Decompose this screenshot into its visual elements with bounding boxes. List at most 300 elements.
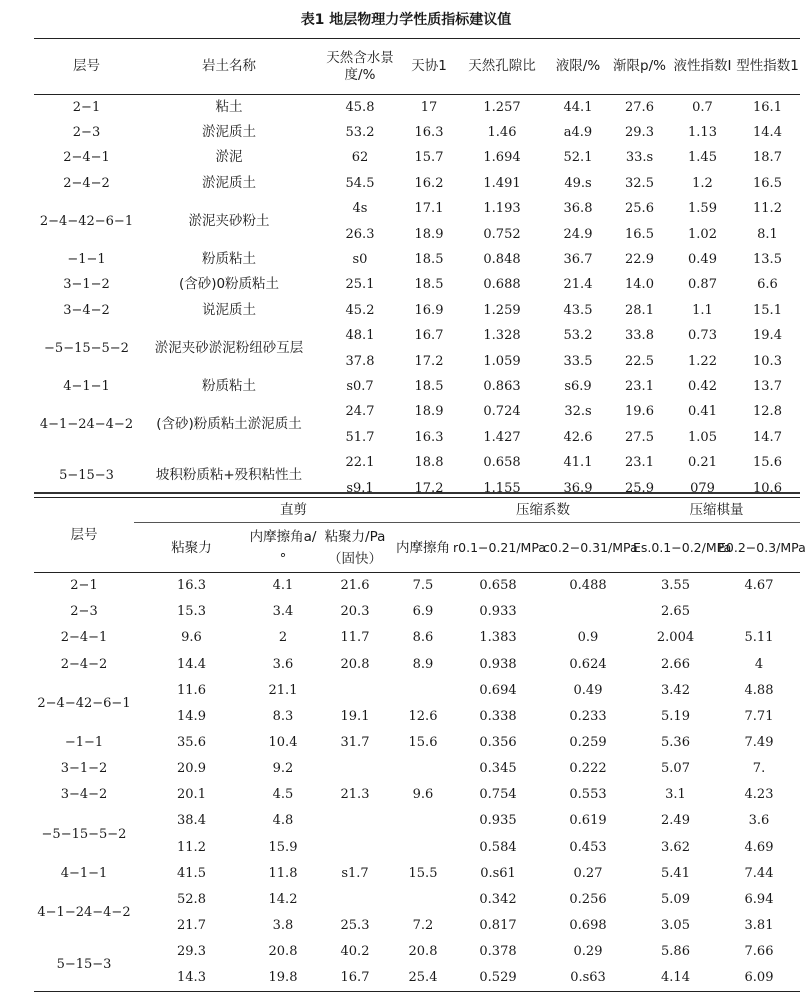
table-row <box>34 298 800 323</box>
value-cell <box>317 677 393 703</box>
value-cell: 5.36 <box>661 735 690 751</box>
value-cell: 3.6 <box>748 813 770 829</box>
value-cell <box>393 677 453 703</box>
value-cell: 7.66 <box>744 944 774 960</box>
table-row <box>34 860 800 886</box>
value-cell: 4.14 <box>661 970 690 986</box>
value-cell: 18.5 <box>414 252 444 268</box>
value-cell: 0.259 <box>569 735 607 751</box>
value-cell: 0.688 <box>483 277 521 293</box>
value-cell: 52.8 <box>177 891 206 907</box>
layer-cell: 2−4−2 <box>60 656 108 672</box>
value-cell: 20.8 <box>408 944 438 960</box>
value-cell: 20.1 <box>177 787 206 803</box>
value-cell: s1.7 <box>341 865 369 881</box>
value-cell: 1.259 <box>483 302 521 318</box>
layer-cell: 2−1 <box>72 99 101 115</box>
value-cell: 1.46 <box>487 125 517 141</box>
value-cell: 11.2 <box>177 839 206 855</box>
layer-cell: 4−1−1 <box>60 865 108 881</box>
value-cell: 6.09 <box>744 970 774 986</box>
value-cell: 5.11 <box>744 630 774 646</box>
value-cell: 0.935 <box>479 813 517 829</box>
value-cell: 1.02 <box>688 226 717 242</box>
value-cell: 4.67 <box>744 578 774 594</box>
value-cell: 10.6 <box>753 480 782 496</box>
table-row <box>34 965 800 991</box>
value-cell: 62 <box>351 150 369 166</box>
value-cell: 0.698 <box>569 918 607 934</box>
value-cell: 17.2 <box>414 353 444 369</box>
value-cell: 16.9 <box>414 302 444 318</box>
value-cell <box>317 886 393 912</box>
layer-cell: 2−1 <box>70 578 98 594</box>
value-cell: 0.73 <box>688 328 717 344</box>
value-cell: 0.49 <box>688 252 717 268</box>
table-row <box>34 651 800 677</box>
value-cell: 20.3 <box>340 604 370 620</box>
value-cell: 18.8 <box>414 455 444 471</box>
soil-name-cell: 淤泥 <box>215 149 243 166</box>
value-cell: 1.22 <box>688 353 717 369</box>
value-cell: 0.754 <box>479 787 517 803</box>
value-cell: 0.619 <box>569 813 607 829</box>
value-cell: 4 <box>754 656 764 672</box>
layer-cell: 2−4−42−6−1 <box>39 213 134 229</box>
value-cell: 0.29 <box>573 944 603 960</box>
value-cell: 5.09 <box>661 891 690 907</box>
value-cell: 16.3 <box>177 578 206 594</box>
value-cell <box>393 808 453 834</box>
value-cell: 1.193 <box>483 201 521 217</box>
value-cell: 52.1 <box>563 150 593 166</box>
layer-cell: 3−4−2 <box>63 302 110 318</box>
value-cell: 23.1 <box>625 378 654 394</box>
col-header-layer: 层号 <box>34 498 134 573</box>
value-cell: 5.86 <box>661 944 690 960</box>
col-header-soil-name: 岩土名称 <box>139 39 319 95</box>
value-cell: 51.7 <box>345 429 375 445</box>
table-row <box>34 323 800 348</box>
table-row <box>34 808 800 834</box>
value-cell: 29.3 <box>625 125 654 141</box>
value-cell: 25.9 <box>625 480 654 496</box>
value-cell: 22.5 <box>625 353 654 369</box>
value-cell: 16.5 <box>753 175 782 191</box>
value-cell <box>393 834 453 860</box>
table1-header-row <box>34 39 800 95</box>
value-cell: 16.7 <box>414 328 444 344</box>
value-cell: 1.13 <box>688 125 717 141</box>
value-cell: 0.49 <box>573 682 603 698</box>
value-cell: 25.1 <box>345 277 375 293</box>
value-cell: 0.817 <box>479 918 517 934</box>
value-cell: 36.8 <box>563 201 593 217</box>
value-cell: 20.8 <box>340 656 370 672</box>
value-cell <box>543 599 633 625</box>
value-cell: 4.8 <box>272 813 294 829</box>
value-cell: 9.6 <box>181 630 202 646</box>
value-cell: 6.94 <box>744 891 774 907</box>
soil-name-cell: 说泥质土 <box>202 301 256 318</box>
value-cell: s9.1 <box>346 480 374 496</box>
soil-name-cell: 淤泥质土 <box>202 124 256 141</box>
value-cell: 0.553 <box>569 787 607 803</box>
value-cell <box>317 834 393 860</box>
value-cell: 21.3 <box>340 787 370 803</box>
value-cell: 17 <box>420 99 438 115</box>
value-cell: 12.6 <box>408 708 438 724</box>
value-cell: 21.6 <box>340 578 370 594</box>
value-cell: s0.7 <box>346 378 374 394</box>
value-cell: 26.3 <box>345 226 375 242</box>
value-cell: 0.378 <box>479 944 517 960</box>
table2-sub-header-row <box>34 523 800 573</box>
table-row <box>34 450 800 475</box>
value-cell: 3.05 <box>661 918 690 934</box>
value-cell: 3.1 <box>665 787 686 803</box>
value-cell: 19.6 <box>625 404 654 420</box>
value-cell: 5.07 <box>661 761 690 777</box>
value-cell: 2.004 <box>656 630 695 646</box>
value-cell: 36.9 <box>563 480 593 496</box>
group-header-compression-coef: 压缩系数 <box>453 498 633 523</box>
table-caption: 表1 地层物理力学性质指标建议值 <box>300 12 512 28</box>
value-cell: 0.624 <box>569 656 607 672</box>
value-cell: 16.3 <box>414 125 444 141</box>
layer-cell: 3−4−2 <box>60 787 108 803</box>
soil-name-cell: 粘土 <box>215 98 243 115</box>
value-cell: 18.5 <box>414 277 444 293</box>
soil-name-cell: 淤泥夹砂粉土 <box>188 212 270 229</box>
table-row <box>34 399 800 424</box>
col-header-friction-angle: 内摩擦角a/° <box>249 523 317 573</box>
value-cell: 7.71 <box>744 708 774 724</box>
value-cell: 45.8 <box>345 99 375 115</box>
table-row <box>34 573 800 599</box>
value-cell: 9.6 <box>412 787 434 803</box>
col-header-water-content: 天然含水景度/% <box>319 39 401 95</box>
value-cell: 14.4 <box>177 656 206 672</box>
value-cell: 7.44 <box>744 865 774 881</box>
value-cell: 0.848 <box>483 252 521 268</box>
value-cell: 9.2 <box>272 761 294 777</box>
value-cell: 4.23 <box>744 787 774 803</box>
value-cell: 11.2 <box>753 201 782 217</box>
physical-properties-table <box>34 38 800 501</box>
soil-name-cell: 淤泥夹砂淤泥粉纽砂互层 <box>154 339 304 356</box>
soil-name-cell: (含砂)粉质粘土淤泥质土 <box>156 416 302 433</box>
col-header-plastic-limit: 渐限p/% <box>609 39 670 95</box>
col-header-unit-weight: 天协1 <box>401 39 457 95</box>
value-cell: 22.1 <box>345 455 375 471</box>
value-cell: 1.059 <box>483 353 521 369</box>
value-cell: 0.21 <box>688 455 717 471</box>
value-cell: 13.5 <box>753 252 782 268</box>
value-cell: 32.s <box>564 404 592 420</box>
table-row <box>34 913 800 939</box>
value-cell: 0.752 <box>483 226 521 242</box>
value-cell: 21.1 <box>268 682 298 698</box>
table-row <box>34 171 800 196</box>
value-cell: 14.9 <box>177 708 206 724</box>
value-cell: 0.s61 <box>480 865 516 881</box>
value-cell: 14.0 <box>625 277 654 293</box>
value-cell: 16.2 <box>414 175 444 191</box>
value-cell: 38.4 <box>177 813 206 829</box>
mechanical-properties-table <box>34 497 806 992</box>
value-cell: 0.222 <box>569 761 607 777</box>
value-cell: 27.5 <box>625 429 654 445</box>
layer-cell: 4−1−1 <box>63 378 110 394</box>
value-cell: 0.694 <box>479 682 517 698</box>
value-cell: 41.1 <box>563 455 593 471</box>
value-cell: 0.938 <box>479 656 517 672</box>
value-cell: 8.6 <box>412 630 434 646</box>
value-cell: 44.1 <box>563 99 593 115</box>
value-cell: 41.5 <box>177 865 206 881</box>
value-cell: 16.5 <box>625 226 654 242</box>
value-cell <box>393 756 453 782</box>
value-cell: 0.9 <box>577 630 599 646</box>
value-cell: 17.2 <box>414 480 444 496</box>
table-row <box>34 834 800 860</box>
value-cell: 1.257 <box>483 99 521 115</box>
value-cell: 35.6 <box>177 735 206 751</box>
value-cell: 19.1 <box>340 708 370 724</box>
value-cell: s6.9 <box>564 378 592 394</box>
value-cell: 20.8 <box>268 944 298 960</box>
value-cell: 0.42 <box>688 378 717 394</box>
value-cell: 14.3 <box>177 970 206 986</box>
soil-name-cell: (含砂)0粉质粘土 <box>178 276 280 293</box>
value-cell: 6.6 <box>757 277 778 293</box>
value-cell: 21.7 <box>177 918 206 934</box>
value-cell: 1.45 <box>688 150 717 166</box>
col-header-a02-03: c0.2−0.31/MPa <box>543 523 633 573</box>
soil-name-cell: 坡积粉质粘+殁积粘性土 <box>155 466 303 483</box>
layer-cell: 2−4−42−6−1 <box>37 695 131 711</box>
layer-cell: −5−15−5−2 <box>41 826 127 842</box>
value-cell: 1.1 <box>692 302 713 318</box>
value-cell: 45.2 <box>345 302 375 318</box>
col-header-layer: 层号 <box>34 39 139 95</box>
table-row <box>34 196 800 221</box>
value-cell: 0.233 <box>569 708 607 724</box>
value-cell: 24.7 <box>345 404 375 420</box>
value-cell: 24.9 <box>563 226 593 242</box>
value-cell: 4.1 <box>272 578 294 594</box>
table-row <box>34 729 800 755</box>
layer-cell: 2−3 <box>70 604 98 620</box>
value-cell: 7.5 <box>412 578 434 594</box>
value-cell: 18.7 <box>753 150 782 166</box>
value-cell: 3.62 <box>661 839 690 855</box>
value-cell: 16.7 <box>340 970 370 986</box>
group-header-compression-modulus: 压缩棋量 <box>633 498 800 523</box>
table-row <box>34 95 800 120</box>
layer-cell: 2−4−2 <box>63 175 110 191</box>
value-cell: 4.88 <box>744 682 774 698</box>
value-cell: 16.3 <box>414 429 444 445</box>
col-header-plasticity-index: 型性指数1 <box>735 39 800 95</box>
value-cell: 29.3 <box>177 944 206 960</box>
value-cell: 22.9 <box>625 252 654 268</box>
value-cell: 1.427 <box>483 429 521 445</box>
value-cell: 17.1 <box>414 201 444 217</box>
layer-cell: 5−15−3 <box>56 957 112 973</box>
value-cell: 3.4 <box>272 604 294 620</box>
table-row <box>34 599 800 625</box>
value-cell: 7. <box>752 761 766 777</box>
value-cell: 15.7 <box>414 150 444 166</box>
value-cell <box>317 756 393 782</box>
value-cell: 14.4 <box>753 125 782 141</box>
value-cell: s0 <box>352 252 368 268</box>
value-cell: 28.1 <box>625 302 654 318</box>
value-cell: 0.658 <box>483 455 521 471</box>
value-cell <box>718 599 800 625</box>
value-cell: 10.3 <box>753 353 782 369</box>
value-cell: 2.66 <box>661 656 690 672</box>
value-cell: 31.7 <box>340 735 370 751</box>
value-cell: 1.2 <box>692 175 713 191</box>
table-row <box>34 782 800 808</box>
value-cell: 15.3 <box>177 604 206 620</box>
value-cell: 0.27 <box>573 865 603 881</box>
value-cell: 0.529 <box>479 970 517 986</box>
value-cell: 0.453 <box>569 839 607 855</box>
value-cell: 4.5 <box>272 787 294 803</box>
soil-name-cell: 粉质粘土 <box>202 251 256 268</box>
value-cell: 0.488 <box>569 578 607 594</box>
value-cell: 0.584 <box>479 839 517 855</box>
value-cell: 10.4 <box>268 735 298 751</box>
layer-cell: 2−3 <box>72 125 101 141</box>
soil-name-cell: 粉质粘土 <box>202 377 256 394</box>
value-cell: 53.2 <box>345 125 375 141</box>
layer-cell: 5−15−3 <box>59 467 114 483</box>
value-cell: 3.8 <box>272 918 294 934</box>
col-header-liquidity-index: 液性指数I <box>670 39 735 95</box>
value-cell: 0.342 <box>479 891 517 907</box>
value-cell: 25.6 <box>625 201 654 217</box>
value-cell: 12.8 <box>753 404 782 420</box>
value-cell: 7.49 <box>744 735 774 751</box>
value-cell: 13.7 <box>753 378 782 394</box>
value-cell: 1.383 <box>479 630 517 646</box>
table-row <box>34 703 800 729</box>
value-cell: 33.s <box>625 150 654 166</box>
layer-cell: 4−1−24−4−2 <box>37 905 131 921</box>
value-cell: 23.1 <box>625 455 654 471</box>
col-header-a01-02: r0.1−0.21/MPa <box>453 523 543 573</box>
value-cell: 2.65 <box>661 604 690 620</box>
table-separator <box>34 492 800 494</box>
layer-cell: 2−4−1 <box>63 150 110 166</box>
value-cell: 0.724 <box>483 404 521 420</box>
value-cell: 0.863 <box>483 378 521 394</box>
table-row <box>34 625 800 651</box>
table-row <box>34 756 800 782</box>
value-cell: 25.3 <box>340 918 370 934</box>
value-cell: 0.356 <box>479 735 517 751</box>
value-cell: 4s <box>352 201 368 217</box>
value-cell: 16.1 <box>753 99 782 115</box>
table-row <box>34 677 800 703</box>
value-cell: 18.9 <box>414 226 444 242</box>
col-header-cohesion: 粘聚力 <box>134 523 249 573</box>
value-cell: 5.19 <box>661 708 690 724</box>
value-cell: 2.49 <box>661 813 690 829</box>
value-cell: 11.7 <box>340 630 370 646</box>
value-cell: 8.1 <box>757 226 778 242</box>
value-cell: 19.8 <box>268 970 298 986</box>
value-cell: 18.5 <box>414 378 444 394</box>
value-cell: 0.s63 <box>570 970 606 986</box>
layer-cell: 3−1−2 <box>63 277 110 293</box>
value-cell: 2 <box>278 630 288 646</box>
value-cell: 42.6 <box>563 429 593 445</box>
value-cell: 15.9 <box>268 839 298 855</box>
value-cell: 54.5 <box>345 175 375 191</box>
table-row <box>34 120 800 145</box>
value-cell: 0.338 <box>479 708 517 724</box>
col-header-cohesion-cq: 粘聚力/Pa（固快） <box>317 523 393 573</box>
value-cell: 19.4 <box>753 328 782 344</box>
col-header-es01-02: Es.0.1−0.2/MPa <box>633 523 718 573</box>
layer-cell: 3−1−2 <box>60 761 108 777</box>
value-cell: 0.933 <box>479 604 517 620</box>
value-cell: 1.59 <box>688 201 717 217</box>
value-cell: 11.8 <box>268 865 298 881</box>
value-cell: 20.9 <box>177 761 206 777</box>
value-cell: 079 <box>690 480 715 496</box>
value-cell: 8.3 <box>272 708 294 724</box>
value-cell: 48.1 <box>345 328 375 344</box>
value-cell: 49.s <box>564 175 592 191</box>
table-row <box>34 272 800 297</box>
value-cell: 21.4 <box>563 277 593 293</box>
value-cell: 0.658 <box>479 578 517 594</box>
table-row <box>34 374 800 399</box>
value-cell: 18.9 <box>414 404 444 420</box>
col-header-void-ratio: 天然孔隙比 <box>457 39 547 95</box>
table-row <box>34 145 800 170</box>
value-cell: 8.9 <box>412 656 434 672</box>
value-cell: 27.6 <box>625 99 654 115</box>
value-cell: 1.155 <box>483 480 521 496</box>
col-header-es02-03: E0.2−0.3/MPa <box>718 523 800 573</box>
table-row <box>34 886 800 912</box>
col-header-liquid-limit: 液限/% <box>547 39 609 95</box>
value-cell: 32.5 <box>625 175 654 191</box>
value-cell <box>317 808 393 834</box>
value-cell: 1.05 <box>688 429 717 445</box>
value-cell: 1.491 <box>483 175 521 191</box>
value-cell: 0.87 <box>688 277 717 293</box>
value-cell: 37.8 <box>345 353 375 369</box>
value-cell: 33.8 <box>625 328 654 344</box>
value-cell: 4.69 <box>744 839 774 855</box>
value-cell: a4.9 <box>563 125 593 141</box>
group-header-direct-shear: 直剪 <box>134 498 453 523</box>
value-cell: 11.6 <box>177 682 206 698</box>
value-cell: 43.5 <box>563 302 593 318</box>
layer-cell: 2−4−1 <box>60 630 108 646</box>
value-cell: 15.6 <box>753 455 782 471</box>
value-cell: 14.2 <box>268 891 298 907</box>
